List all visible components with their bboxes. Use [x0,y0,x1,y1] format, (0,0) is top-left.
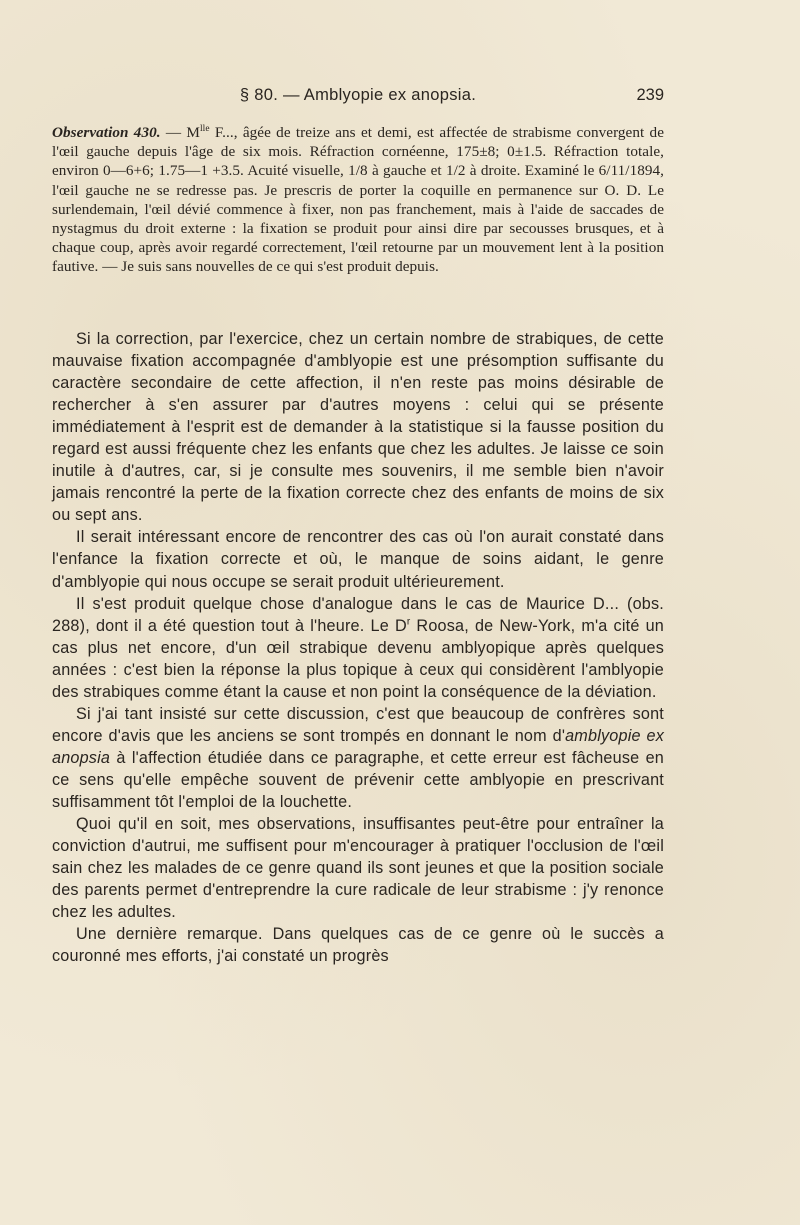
term-amblyopie-ex-anopsia: amblyopie ex anopsia [52,726,664,767]
doctor-sup: r [406,616,411,628]
paragraph-3-end: Roosa, de New-York, m'a cité un cas plus net encore, d'un œil strabique devenu amblyopique après quelques années : c'est bien la réponse la plus topique à ceux qui considèrent l'amblyopie des strabiques comme étant la cause et non point la conséquence de la déviation. [52,616,664,701]
paragraph-4 [52,703,664,813]
paragraph-2: Il serait intéressant encore de rencontrer des cas où l'on aurait constaté dans l'enfance la fixation correcte et où, le manque de soins aidant, le genre d'amblyopie qui nous occupe se serait produit ultérieurement. [52,528,664,591]
paragraph-3-start: Il s'est produit quelque chose d'analogue dans le cas de Maurice D... (obs. 288), dont il a été question tout à l'heure. Le D [52,594,664,635]
observation-title-sup: lle [200,123,210,134]
paragraph-3 [52,593,664,703]
body-text [52,328,664,967]
page-number: 239 [636,86,664,104]
observation-dash: — M [160,124,200,141]
observation-text: F..., âgée de treize ans et demi, est affectée de strabisme convergent de l'œil gauche depuis l'âge de six mois. Réfraction cornéenne, 175±8; 0±1.5. Réfraction totale, environ 0—6+6; 1.75—1 +3.5. Acuité visuelle, 1/8 à gauche et 1/2 à droite. Examiné le 6/11/1894, l'œil gauche ne se redresse pas. Je prescris de porter la coquille en permanence sur O. D. Le surlendemain, l'œil dévié commence à fixer, non pas franchement, mais à l'aide de saccades de nystagmus du droit externe : la fixation se produit pour ainsi dire par secousses brusques, et à chaque coup, après avoir regardé correctement, l'œil retourne par un mouvement lent à la position fautive. — Je suis sans nouvelles de ce qui s'est produit depuis. [52,124,664,276]
paragraph-4-end: à l'affection étudiée dans ce paragraphe, et cette erreur est fâcheuse en ce sens qu'elle empêche souvent de prévenir cette amblyopie en prescrivant suffisamment tôt l'emploi de la louchette. [52,748,664,811]
section-title: § 80. — Amblyopie ex anopsia. [239,86,477,104]
observation-label: Observation 430. [52,124,161,141]
paragraph-4-start: Si j'ai tant insisté sur cette discussion, c'est que beaucoup de confrères sont encore d'avis que les anciens se sont trompés en donnant le nom d' [52,704,664,745]
paragraph-5: Quoi qu'il en soit, mes observations, insuffisantes peut-être pour entraîner la conviction d'autrui, me suffisent pour m'encourager à pratiquer l'occlusion de l'œil sain chez les malades de ce genre quand ils sont jeunes et que la position sociale des parents permet d'entreprendre la cure radicale de leur strabisme : j'y renonce chez les adultes. [52,815,664,922]
paragraph-1: Si la correction, par l'exercice, chez un certain nombre de strabiques, de cette mauvaise fixation accompagnée d'amblyopie est une présomption suffisante du caractère secondaire de cette affection, il n'en reste pas moins désirable de rechercher à s'en assurer par d'autres moyens : celui qui se présente immédiatement à l'esprit est de demander à la statistique si la fausse position du regard est aussi fréquente chez les enfants que chez les adultes. Je laisse ce soin inutile à d'autres, car, si je consulte mes souvenirs, il me semble bien n'avoir jamais rencontré la perte de la fixation correcte chez des enfants de moins de six ou sept ans. [52,330,664,525]
running-header [52,86,664,110]
observation-block [52,123,664,277]
paragraph-6: Une dernière remarque. Dans quelques cas de ce genre où le succès a couronné mes efforts, j'ai constaté un progrès [52,925,664,966]
